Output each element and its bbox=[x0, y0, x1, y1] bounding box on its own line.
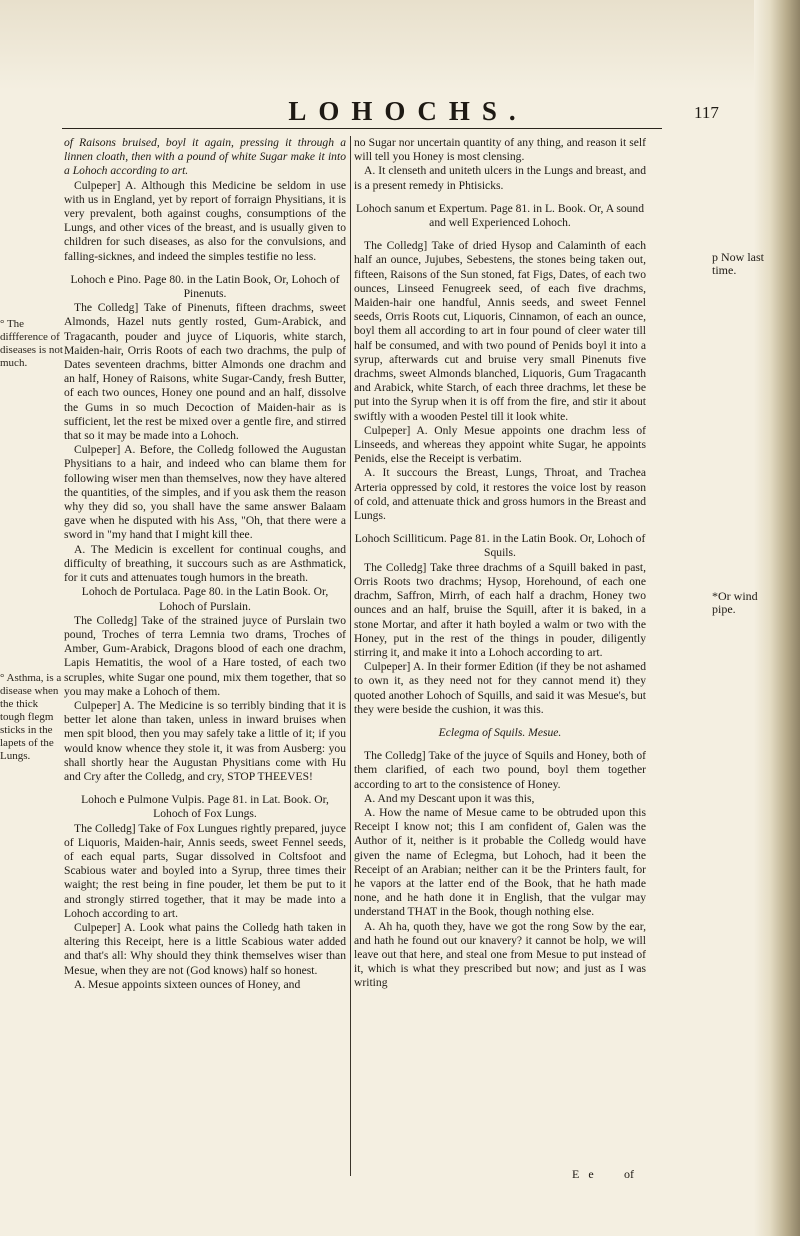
catchword: of bbox=[624, 1167, 634, 1181]
paragraph: A. It clenseth and uniteth ulcers in the Lungs and breast, and is a present remedy in Phtisicks. bbox=[354, 164, 646, 192]
section-heading: Lohoch de Portulaca. Page 80. in the Latin Book. Or, Lohoch of Purslain. bbox=[81, 585, 329, 613]
page-header bbox=[0, 96, 800, 136]
left-column bbox=[64, 136, 346, 992]
running-title: LOHOCHS. bbox=[288, 96, 528, 126]
book-binding-edge bbox=[754, 0, 800, 1236]
paragraph: The Colledg] Take three drachms of a Squill baked in past, Orris Roots two drachms; Hysop, Horehound, of each one drachm, Saffron, Mirrh, of each half a drachm, Honey two ounces and an half, bruise the Squill, after it is baked, in a stone Mortar, and after it hath boyled a walm or two with the Honey, put in the rest of the things in pouder, diligently stirring it, and make it into a Lohoch according to art. bbox=[354, 560, 646, 659]
paragraph: Culpeper] A. In their former Edition (if they be not ashamed to own it, as they need not for they cannot mend it) they quoted another Lohoch of Squills, and said it was Mesue's, but they were beside the cushion, it was this. bbox=[354, 660, 646, 716]
margin-note-difference: ° The diffference of diseases is not much. bbox=[0, 318, 63, 369]
page-shadow bbox=[0, 0, 800, 90]
column-divider bbox=[350, 136, 351, 1176]
margin-note-windpipe: *Or wind pipe. bbox=[712, 589, 758, 616]
paragraph: Culpeper] A. Look what pains the Colledg hath taken in altering this Receipt, here is a little Scabious water added and that's all: Why should they think themselves wiser than Mesue, when they are not (God knows) half so honest. bbox=[64, 920, 346, 977]
margin-note-now: p Now last time. bbox=[712, 250, 764, 277]
paragraph: A. Ah ha, quoth they, have we got the rong Sow by the ear, and hath he found out our knavery? it cannot be holp, we will leave out that here, and steal one from Mesue to put instead of it, which is what they prescribed but now; and just as I was writing bbox=[354, 919, 646, 990]
paragraph: The Colledg] Take of the strained juyce of Purslain two pound, Troches of terra Lemnia two drams, Troches of Amber, Gum-Arabick, Dragons blood of each one drachm, Lapis Hematitis, the wool of a Hare tosted, of each two scruples, white Sugar one pound, mix them together, that so you may make a Lohoch of them. bbox=[64, 613, 346, 698]
margin-note-asthma: ° Asthma, is a disease when the thick tough flegm sticks in the lapets of the Lungs. bbox=[0, 672, 62, 762]
paragraph: A. Mesue appoints sixteen ounces of Honey, and bbox=[74, 977, 301, 991]
right-column bbox=[354, 136, 646, 991]
paragraph: A. It succours the Breast, Lungs, Throat, and Trachea Arteria oppressed by cold, it restores the voice lost by reason of cold, and attenuate thick and gross humors in the Breast and Lungs. bbox=[354, 466, 646, 523]
section-heading: Lohoch e Pino. Page 80. in the Latin Book, Or, Lohoch of Pinenuts. bbox=[70, 272, 340, 301]
paragraph: Culpeper] A. Before, the Colledg followed the Augustan Physitians to a hair, and indeed who can blame them for following wiser men than themselves, now they have altered the quantities, of the simples, and if you ask them the reason why they did so, you shall have the same answer Balaam gave when he disputed with his Ass, "Oh, that there were a sword in "my hand that I might kill thee. bbox=[64, 443, 346, 542]
section-heading: Lohoch sanum et Expertum. Page 81. in L. Book. Or, A sound and well Experienced Lohoch. bbox=[355, 201, 645, 230]
paragraph: The Colledg] Take of Pinenuts, fifteen drachms, sweet Almonds, Hazel nuts gently rosted, Gum-Arabick, and Tragacanth, pouder and juyce of Liquoris, white starch, Maiden-hair, Orris Roots of each two drachms, the pulp of Dates seventeen drachms, bitter Almonds one drachm and an half, Honey of Raisons, white Sugar-Candy, fresh Butter, of each two ounces, Honey one pound and an half, dissolve the Gums in so much Decoction of Maiden-hair as is sufficient, let the rest be mixed over a gentle fire, and stirred that so it may be made into a Lohoch. bbox=[64, 301, 346, 443]
paragraph: A. The Medicin is excellent for continual coughs, and difficulty of breathing, it succours such as are Asthmatick, for it cuts and attenuates tough humors in the breath. bbox=[64, 542, 346, 585]
page-number: 117 bbox=[694, 103, 719, 122]
paragraph: The Colledg] Take of Fox Lungues rightly prepared, juyce of Liquoris, Maiden-hair, Annis seeds, sweet Fennel seeds, of each equal parts, Sugar dissolved in Coltsfoot and Scabious water and boyled into a Syrup, three times their waight; the rest being in fine pouder, let them be put to it and strongly stirred together, that it may be made into a Lohoch according to art. bbox=[64, 821, 346, 920]
section-heading: Eclegma of Squils. Mesue. bbox=[438, 725, 562, 739]
paragraph: Culpeper] A. Although this Medicine be seldom in use with us in England, yet by report of forraign Physitians, it is very prevalent, both against coughs, consumptions of the Lungs, and other vices of the breast, and is usually given to children for such diseases, as also for the convulsions, and falling-sicknes, and indeed the simples testifie no less. bbox=[64, 178, 346, 263]
paragraph: The Colledg] Take of dried Hysop and Calaminth of each half an ounce, Jujubes, Sebestens, the stones being taken out, fifteen, Raisons of the Sun stoned, fat Figs, Dates, of each two ounces, Linseed Fenugreek seed, of each five drachms, Maiden-hair one handful, Annis seeds, and sweet Fennel seeds, Orris Roots cut, Liquoris, Cinnamon, of each an ounce, boyl them all according to art in four pound of cleer water till half be consumed, and with two pound of Penids boyl it into a syrup, afterwards cut and bruise very small Pinenuts five drachms, sweet Almonds blanched, Liquoris, Gum Tragacanth and Arabick, white Starch, of each three drachms, let these be put into the Syrup when it is off from the fire, and stir it about swiftly with a wooden Pestel till it look white. bbox=[354, 239, 646, 423]
paragraph: Culpeper] A. The Medicine is so terribly binding that it is better let alone than taken, unless in inward bruises when men spit blood, then you may safely take a little of it; if you would know whence they stole it, it was from Ausberg: you shall shortly hear the Augustan Physitians come with Hu and Cry after the Colledg, and cry, STOP THEEVES! bbox=[64, 698, 346, 783]
paragraph: no Sugar nor uncertain quantity of any thing, and reason it self will tell you Honey is most clensing. bbox=[354, 136, 646, 164]
header-rule bbox=[62, 128, 662, 129]
paragraph: A. How the name of Mesue came to be obtruded upon this Receipt I know not; this I am confident of, Galen was the Author of it, neither is it probable the Colledg would have given the name of Eclegma, but Lohoch, had it been the Receipt of an Arabian; neither can it be the Printers fault, for he vapors at the latter end of the Book, that he hath made none, and he hath done it in English, that the vulgar may understand THAT in the Book, though nothing else. bbox=[354, 805, 646, 919]
paragraph: of Raisons bruised, boyl it again, pressing it through a linnen cloath, then with a pound of white Sugar make it into a Lohoch according to art. bbox=[64, 136, 346, 178]
section-heading: Lohoch e Pulmone Vulpis. Page 81. in Lat. Book. Or, Lohoch of Fox Lungs. bbox=[81, 793, 329, 821]
paragraph: Culpeper] A. Only Mesue appoints one drachm less of Linseeds, and whereas they appoint white Sugar, he appoints Penids, else the Receipt is verbatim. bbox=[354, 423, 646, 466]
section-heading: Lohoch Scilliticum. Page 81. in the Latin Book. Or, Lohoch of Squils. bbox=[354, 532, 646, 560]
signature-mark: E e bbox=[572, 1167, 597, 1181]
paragraph: A. And my Descant upon it was this, bbox=[364, 791, 535, 805]
paragraph: The Colledg] Take of the juyce of Squils and Honey, both of them clarified, of each two pound, boyl them together according to art to the consistence of Honey. bbox=[354, 749, 646, 791]
